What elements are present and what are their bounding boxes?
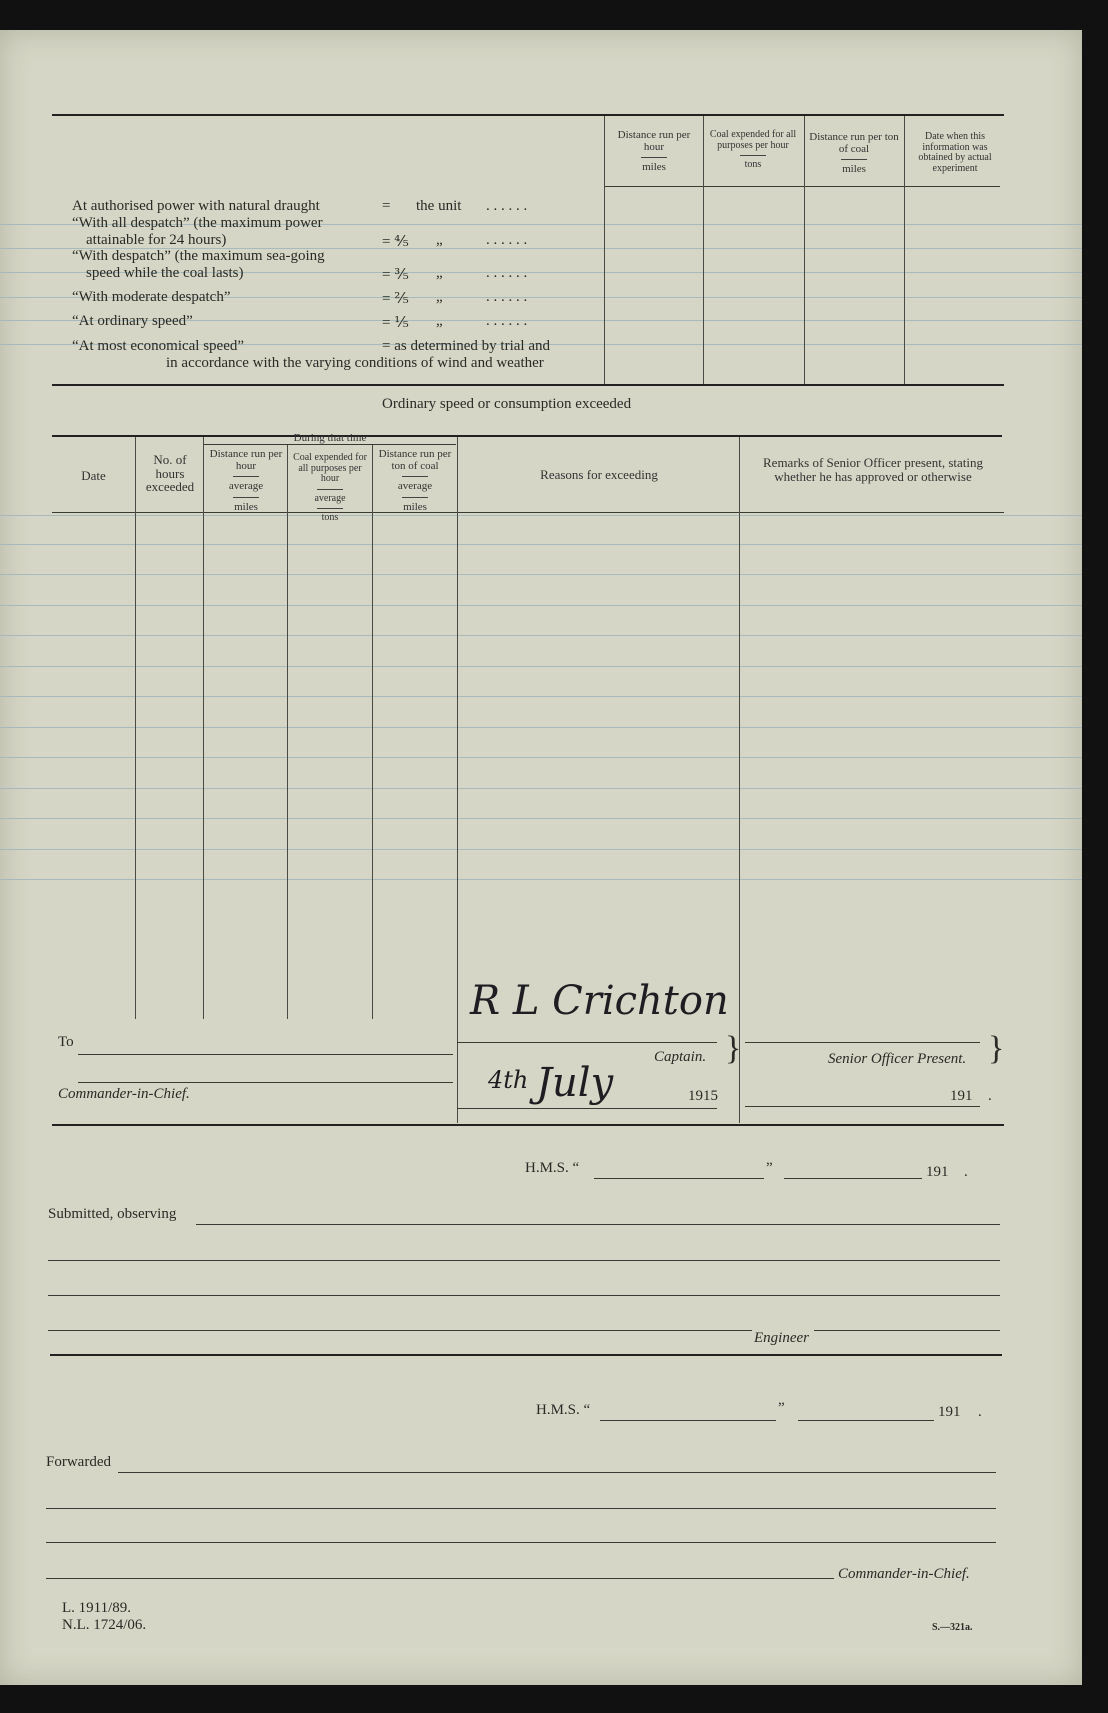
year-191-hms1: 191	[926, 1164, 949, 1180]
col-date-info-header: Date when this information was obtained by actual experiment	[918, 131, 992, 174]
hms-label-2: H.M.S. “	[536, 1402, 591, 1418]
year-191-hms2: 191	[938, 1404, 961, 1420]
col-reasons-header: Reasons for exceeding	[540, 467, 658, 482]
col-dist-per-ton-header: Distance run per ton of coal miles	[809, 131, 899, 176]
col-coal-header: Coal expended for all purposes per hour tons	[709, 129, 797, 170]
col-hours-header: No. of hours exceeded	[145, 452, 195, 495]
row-all-despatch: “With all despatch” (the maximum power	[72, 215, 323, 231]
captain-label: Captain.	[654, 1049, 707, 1065]
mid-dist-per-ton-header: Distance run per ton of coal average miles	[378, 448, 452, 513]
to-label: To	[58, 1034, 74, 1050]
handwritten-day: 4th	[488, 1066, 529, 1094]
col-remarks-header: Remarks of Senior Officer present, stating whether he has approved or otherwise	[763, 455, 983, 484]
form-page: Distance run per hour miles Coal expended for all purposes per hour tons Distance run per ton of coal miles Date when this information was obtained by actual experiment At authorised power with natural draught = the unit . . . . . . “With all despatch” (the maximum power attainable for 24 hours) = ⅘ „ . . . . . . “With despatch” (the maximum sea-going speed while the coal lasts) = ⅗ „ . . . . . . “With moderate despatch” = ⅖ „ . . . . . . “At ordinary speed” = ⅕ „ . . . . . . “At most economical speed” = as determined by trial and in accordance with the varying conditions of wind and weather Ordinary speed or consumption exceeded Date No. of hours exceeded During that time Distance run per hour average miles Coal expended for all purposes per hour average tons Distance run per ton of coal average miles Reasons for exceeding Remarks of Senior Officer present, stating whether he has approved or otherwise To Commander-in-Chief. Captain. Senior Officer Present. } } R L Crichton 4th July 1915 191 . H.M.S. “ ” 191 . Submitted, observing Engineer H.M.S. “ ” 191 . Forwarded Commander-in-Chief. L. 1911/89. N.L. 1724/06. S.—321a.	[0, 30, 1082, 1685]
hms-label-1: H.M.S. “	[525, 1160, 580, 1176]
mid-coal-header: Coal expended for all purposes per hour average tons	[293, 452, 367, 523]
commander-label: Commander-in-Chief.	[58, 1086, 190, 1102]
form-number: S.—321a.	[932, 1622, 973, 1633]
submitted-label: Submitted, observing	[48, 1206, 177, 1222]
captain-signature: R L Crichton	[470, 978, 729, 1024]
during-that-time-header: During that time	[293, 432, 367, 444]
ref-nl: N.L. 1724/06.	[62, 1617, 147, 1633]
row-authorised-power: At authorised power with natural draught	[72, 198, 320, 214]
col-dist-per-hour-header: Distance run per hour miles	[617, 129, 691, 174]
handwritten-month: July	[536, 1060, 614, 1106]
row-despatch: “With despatch” (the maximum sea-going	[72, 248, 325, 264]
engineer-label: Engineer	[754, 1330, 809, 1346]
ref-l: L. 1911/89.	[62, 1600, 132, 1616]
row-ordinary-speed: “At ordinary speed”	[72, 313, 193, 329]
section-title: Ordinary speed or consumption exceeded	[382, 396, 632, 412]
commander-end-label: Commander-in-Chief.	[838, 1566, 970, 1582]
year-191-senior: 191	[950, 1088, 973, 1104]
mid-dist-per-hour-header: Distance run per hour average miles	[209, 448, 283, 513]
year-1915: 1915	[688, 1088, 718, 1104]
col-date-header: Date	[81, 468, 106, 483]
forwarded-label: Forwarded	[46, 1454, 111, 1470]
senior-officer-label: Senior Officer Present.	[828, 1051, 967, 1067]
row-economical-speed: “At most economical speed”	[72, 338, 245, 354]
row-moderate-despatch: “With moderate despatch”	[72, 289, 231, 305]
